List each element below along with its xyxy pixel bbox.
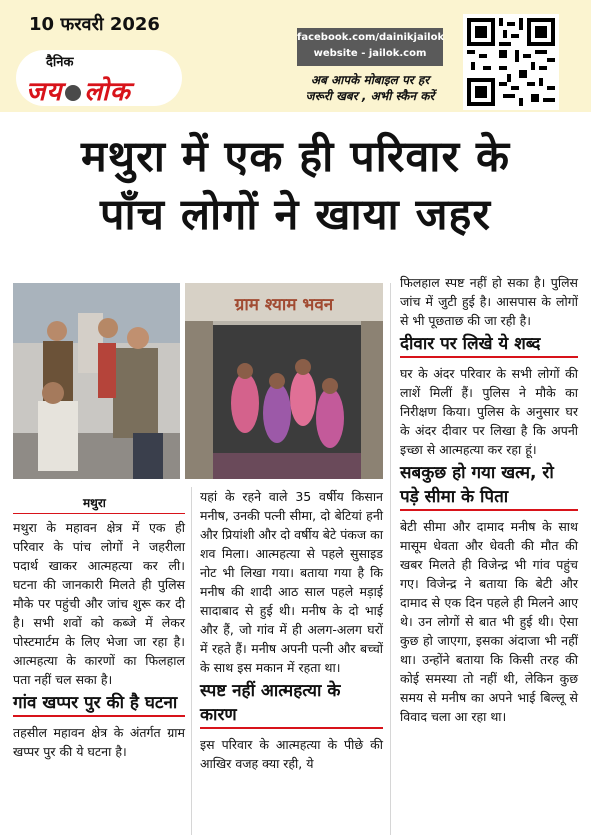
article-paragraph: घर के अंदर परिवार के सभी लोगों की लाशें मिलीं हैं। पुलिस ने मौके का निरीक्षण किया। पुलिस के अनुसार घर के अंदर दीवार पर लिखा है कि अपनी इच्छा से आत्महत्या कर रहा हूं। xyxy=(400,366,578,457)
house-sign-text: ग्राम श्याम भवन xyxy=(234,295,334,315)
headline xyxy=(0,128,591,244)
logo-prefix: दैनिक xyxy=(46,55,74,70)
issue-date: 10 फरवरी 2026 xyxy=(29,14,160,35)
social-links xyxy=(297,28,443,66)
news-photo-police xyxy=(13,283,180,479)
headline-line-2: पाँच लोगों ने खाया जहर xyxy=(100,190,491,240)
article-paragraph: इस परिवार के आत्महत्या के पीछे की आखिर वजह क्या रही, ये xyxy=(200,737,383,771)
logo-wordmark xyxy=(26,72,131,108)
article-column-1 xyxy=(13,494,185,761)
qr-code-icon[interactable] xyxy=(463,14,559,110)
globe-icon xyxy=(65,85,81,101)
facebook-link[interactable]: facebook.com/dainikjailok xyxy=(297,32,445,43)
article-paragraph: बेटी सीमा और दामाद मनीष के साथ मासूम धेवता और धेवती की मौत की खबर मिलते ही विजेन्द्र भी गांव पहुंच गए। विजेन्द्र ने बताया कि बेटी और दामाद से एक दिन पहले ही मिलने आए थे। उन लोगों से बात भी हुई थी। ऐसा कुछ हो जाएगा, इसका अंदाजा भी नहीं था। उन्होंने बताया कि किसी तरह की कोई समस्या तो नहीं थी, लेकिन कुछ समय से मनीष का अपने भाई बिल्लू से विवाद चला आ रहा था। xyxy=(400,519,578,724)
article-paragraph: फिलहाल स्पष्ट नहीं हो सका है। पुलिस जांच में जुटी हुई है। आसपास के लोगों से भी पूछताछ की जा रही है। xyxy=(400,275,578,328)
subheading: दीवार पर लिखे ये शब्द xyxy=(400,332,578,358)
dateline: मथुरा xyxy=(13,494,185,514)
logo-word-right: लोक xyxy=(84,77,131,107)
promo-line-1: अब आपके मोबाइल पर हर xyxy=(310,73,430,87)
column-divider xyxy=(390,283,391,835)
logo-word-left: जय xyxy=(26,77,63,107)
promo-text xyxy=(278,72,462,104)
article-paragraph: तहसील महावन क्षेत्र के अंतर्गत ग्राम खप्पर पुर की ये घटना है। xyxy=(13,725,185,759)
article-column-2 xyxy=(200,487,383,773)
promo-line-2: जरूरी खबर , अभी स्कैन करें xyxy=(305,89,435,103)
article-paragraph: यहां के रहने वाले 35 वर्षीय किसान मनीष, उनकी पत्नी सीमा, दो बेटियां हनी और प्रियांशी और दो वर्षीय बेटे पंकज का शव मिला। आत्महत्या से पहले सुसाइड नोट भी लिखा गया। बताया गया है कि मनीष की शादी आठ साल पहले मड़ाई सादाबाद से हुई थी। मनीष के दो भाई और हैं, जो गांव में ही अलग-अलग घरों में रहते हैं। मनीष अपनी पत्नी और बच्चों के साथ इस मकान में रहता था। xyxy=(200,489,383,675)
headline-line-1: मथुरा में एक ही परिवार के xyxy=(80,132,511,182)
subheading: सबकुछ हो गया खत्म, रो पड़े सीमा के पिता xyxy=(400,461,578,511)
article-paragraph: मथुरा के महावन क्षेत्र में एक ही परिवार के पांच लोगों ने जहरीला पदार्थ खाकर आत्महत्या कर ली। घटना की जानकारी मिलते ही पुलिस मौके पर पहुंची और जांच शुरू कर दी है। सभी शवों को कब्जे में लेकर पोस्टमार्टम के लिए भेजा जा रहा है। आत्महत्या के कारणों का फिलहाल पता नहीं चल सका है। xyxy=(13,520,185,687)
subheading: स्पष्ट नहीं आत्महत्या के कारण xyxy=(200,679,383,729)
news-photo-house xyxy=(185,283,383,479)
website-link[interactable]: website - jailok.com xyxy=(313,48,427,59)
column-divider xyxy=(191,487,192,835)
article-column-3 xyxy=(400,273,578,726)
subheading: गांव खप्पर पुर की है घटना xyxy=(13,691,185,717)
